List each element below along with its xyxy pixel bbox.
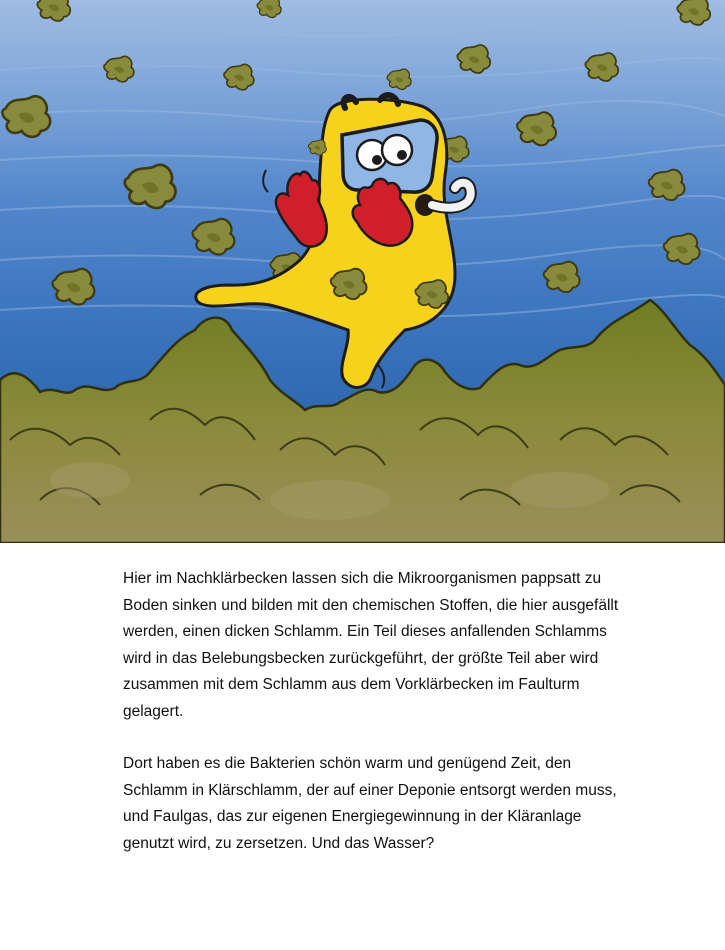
paragraph-1: Hier im Nachklärbecken lassen sich die Mikroorganismen pappsatt zu Boden sinken und bilden mit den chemischen Stoffen, die hier ausgefällt werden, einen dicken Schlamm. Ein Teil dieses anfallenden Schlamms wird in das Belebungsbecken zurückgeführt, der größte Teil aber wird zusammen mit dem Schlamm aus dem Vorklärbecken im Faulturm gelagert. (123, 570, 619, 720)
story-text (123, 566, 623, 883)
paragraph-2: Dort haben es die Bakterien schön warm und genügend Zeit, den Schlamm in Klärschlamm, der auf einer Deponie entsorgt werden muss, und Faulgas, das zur eigenen Energiegewinnung in der Kläranlage genutzt wird, zu zersetzen. Und das Wasser? (123, 755, 617, 852)
